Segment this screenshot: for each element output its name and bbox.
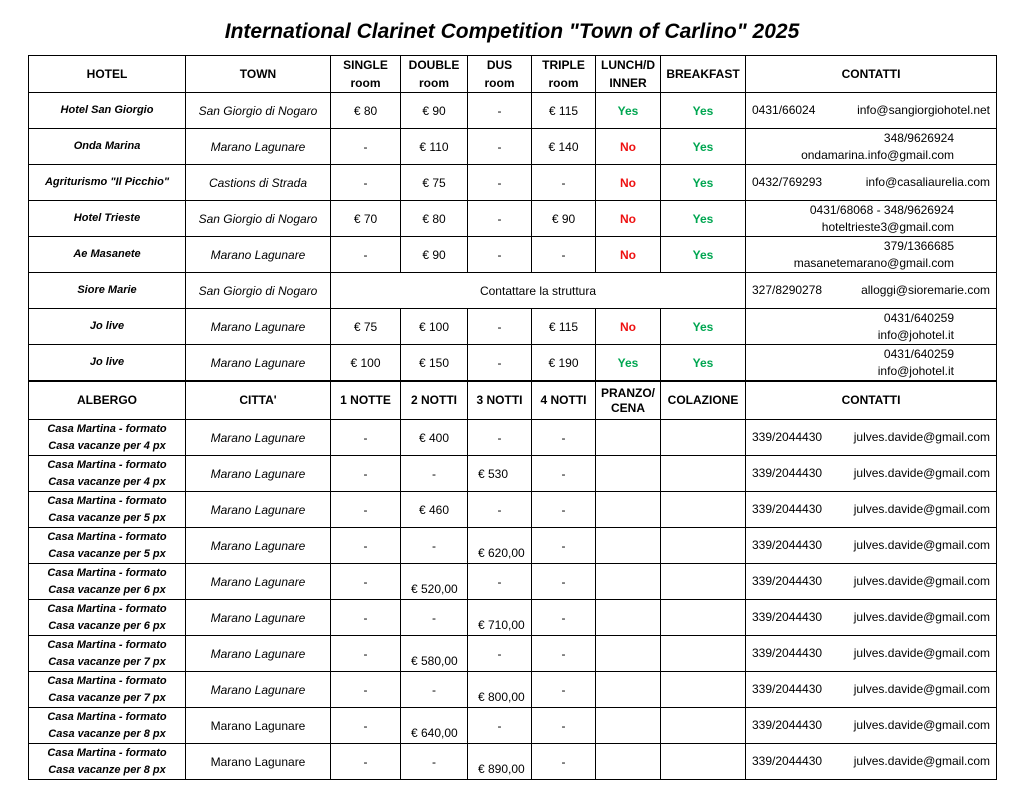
lunch-dinner-flag: No [596, 129, 661, 165]
hotel-name: Hotel San Giorgio [29, 93, 186, 129]
price-n2 [401, 564, 468, 600]
contact-email: julves.davide@gmail.com [853, 646, 990, 660]
hotel-name: Onda Marina [29, 129, 186, 165]
contact-phone: 0432/769293 [752, 175, 823, 189]
price-n1 [331, 420, 401, 456]
price-n3 [468, 708, 532, 744]
pranzo-cena-cell [596, 420, 661, 456]
price-value: - [561, 754, 566, 769]
casa-name-line1: Casa Martina - formato [47, 458, 167, 471]
page-title: International Clarinet Competition "Town of Carlino" 2025 [224, 20, 800, 43]
header-hotel: HOTEL [29, 56, 186, 93]
price-value: - [432, 466, 436, 481]
price-single: € 70 [331, 201, 401, 237]
colazione-cell [661, 672, 746, 708]
contact-email: info@johotel.it [877, 327, 954, 342]
price-value: - [432, 610, 436, 625]
casa-name [29, 420, 186, 456]
price-value: € 800,00 [478, 689, 525, 704]
casa-row [29, 672, 997, 708]
price-triple: - [532, 165, 596, 201]
contact-phone: 339/2044430 [752, 430, 823, 444]
price-dus: - [468, 237, 532, 273]
contact-email: julves.davide@gmail.com [853, 754, 990, 768]
price-n1 [331, 456, 401, 492]
hotel-row [29, 201, 997, 237]
price-single: € 100 [331, 345, 401, 382]
casa-town: Marano Lagunare [186, 492, 331, 528]
header-citta: CITTA' [186, 381, 331, 420]
price-n1 [331, 528, 401, 564]
price-value: - [561, 466, 566, 481]
header-double: DOUBLE room [401, 56, 468, 93]
price-triple: € 115 [532, 309, 596, 345]
price-double: € 150 [401, 345, 468, 382]
casa-town: Marano Lagunare [186, 600, 331, 636]
price-value: € 530 [478, 466, 509, 481]
price-n4 [532, 708, 596, 744]
casa-town: Marano Lagunare [186, 636, 331, 672]
hotel-town: Marano Lagunare [186, 309, 331, 345]
casa-name-line1: Casa Martina - formato [47, 710, 167, 723]
header-breakfast: BREAKFAST [661, 56, 746, 93]
hotel-name: Jo live [29, 309, 186, 345]
colazione-cell [661, 708, 746, 744]
price-value: - [561, 610, 566, 625]
colazione-cell [661, 528, 746, 564]
pranzo-cena-cell [596, 636, 661, 672]
hotel-town: San Giorgio di Nogaro [186, 273, 331, 309]
header-contatti-2: CONTATTI [746, 381, 997, 420]
hotel-row [29, 237, 997, 273]
colazione-cell [661, 600, 746, 636]
header-single: SINGLE room [331, 56, 401, 93]
price-value: - [363, 538, 368, 553]
casa-name [29, 492, 186, 528]
pranzo-cena-cell [596, 600, 661, 636]
price-single: - [331, 129, 401, 165]
hotel-name: Siore Marie [29, 273, 186, 309]
casa-contact [746, 636, 997, 672]
price-value: - [432, 538, 436, 553]
casa-name-line1: Casa Martina - formato [47, 746, 167, 759]
price-double: € 90 [401, 237, 468, 273]
contact-email: ondamarina.info@gmail.com [801, 147, 954, 162]
pranzo-cena-cell [596, 492, 661, 528]
contact-phone: 339/2044430 [752, 574, 823, 588]
casa-contact [746, 600, 997, 636]
price-n2 [401, 420, 468, 456]
price-value: - [432, 682, 436, 697]
pranzo-cena-cell [596, 456, 661, 492]
hotel-header-row [29, 56, 997, 93]
header-lunch-dinner: LUNCH/D INNER [596, 56, 661, 93]
casa-town: Marano Lagunare [186, 708, 331, 744]
lunch-dinner-flag: No [596, 165, 661, 201]
price-value: € 400 [418, 430, 450, 445]
price-n4 [532, 744, 596, 780]
header-pranzo-l2: CENA [610, 400, 645, 415]
price-triple: € 140 [532, 129, 596, 165]
casa-row [29, 744, 997, 780]
price-n4 [532, 600, 596, 636]
hotel-town: San Giorgio di Nogaro [186, 201, 331, 237]
price-value: - [363, 718, 368, 733]
casa-town: Marano Lagunare [186, 456, 331, 492]
casa-row [29, 600, 997, 636]
header-contatti: CONTATTI [746, 56, 997, 93]
price-value: € 580,00 [411, 653, 458, 668]
casa-row [29, 492, 997, 528]
price-n3 [468, 564, 532, 600]
hotel-town: Castions di Strada [186, 165, 331, 201]
breakfast-flag: Yes [661, 309, 746, 345]
contact-email: julves.davide@gmail.com [853, 610, 990, 624]
contact-email: julves.davide@gmail.com [853, 718, 990, 732]
casa-contact [746, 744, 997, 780]
contact-email: julves.davide@gmail.com [853, 538, 990, 552]
casa-name-line2: Casa vacanze per 6 px [48, 619, 166, 632]
header-4-notti: 4 NOTTI [532, 381, 596, 420]
price-n3 [468, 744, 532, 780]
price-n3 [468, 528, 532, 564]
price-n3 [468, 600, 532, 636]
contact-phone: 339/2044430 [752, 502, 823, 516]
hotel-name: Agriturismo "Il Picchio" [29, 165, 186, 201]
price-n1 [331, 564, 401, 600]
price-single: € 80 [331, 93, 401, 129]
contact-phone: 339/2044430 [752, 538, 823, 552]
casa-name-line1: Casa Martina - formato [47, 674, 167, 687]
price-value: - [561, 682, 566, 697]
price-n2 [401, 528, 468, 564]
price-value: € 520,00 [411, 581, 458, 596]
casa-name-line1: Casa Martina - formato [47, 566, 167, 579]
contact-email: info@sangiorgiohotel.net [857, 103, 990, 117]
price-double: € 90 [401, 93, 468, 129]
header-1-notte: 1 NOTTE [331, 381, 401, 420]
header-pranzo-l1: PRANZO/ [601, 385, 655, 400]
price-n4 [532, 636, 596, 672]
hotel-town: Marano Lagunare [186, 237, 331, 273]
price-value: - [561, 718, 566, 733]
pranzo-cena-cell [596, 744, 661, 780]
lunch-dinner-flag: Yes [596, 345, 661, 382]
price-value: € 710,00 [478, 617, 525, 632]
hotel-name: Jo live [29, 345, 186, 382]
breakfast-flag: Yes [661, 237, 746, 273]
hotel-row [29, 273, 997, 309]
price-double: € 100 [401, 309, 468, 345]
price-single: - [331, 165, 401, 201]
casa-name [29, 708, 186, 744]
price-triple: € 190 [532, 345, 596, 382]
accommodation-table [28, 55, 997, 780]
price-n2 [401, 672, 468, 708]
casa-name [29, 636, 186, 672]
casa-contact [746, 672, 997, 708]
casa-name-line2: Casa vacanze per 8 px [48, 727, 166, 740]
price-value: - [363, 610, 368, 625]
price-double: € 110 [401, 129, 468, 165]
contact-email: julves.davide@gmail.com [853, 430, 990, 444]
contact-email: info@johotel.it [877, 363, 954, 378]
price-value: - [363, 466, 368, 481]
casa-name-line2: Casa vacanze per 5 px [48, 511, 166, 524]
contact-phone: 0431/66024 [752, 103, 816, 117]
price-value: - [497, 502, 502, 517]
colazione-cell [661, 420, 746, 456]
contact-phone: 327/8290278 [752, 283, 823, 297]
price-value: - [363, 646, 368, 661]
casa-name-line1: Casa Martina - formato [47, 530, 167, 543]
contact-email: info@casaliaurelia.com [865, 175, 990, 189]
price-value: € 890,00 [478, 761, 525, 776]
price-value: - [363, 430, 368, 445]
price-n1 [331, 492, 401, 528]
hotel-contact [746, 237, 997, 273]
price-value: - [363, 682, 368, 697]
hotel-contact [746, 345, 997, 382]
breakfast-flag: Yes [661, 165, 746, 201]
hotel-contact [746, 93, 997, 129]
casa-name-line2: Casa vacanze per 5 px [48, 547, 166, 560]
colazione-cell [661, 744, 746, 780]
breakfast-flag: Yes [661, 201, 746, 237]
casa-name-line2: Casa vacanze per 6 px [48, 583, 166, 596]
contact-phone: 0431/68068 - 348/9626924 [809, 202, 954, 217]
price-triple: - [532, 237, 596, 273]
price-n1 [331, 708, 401, 744]
casa-name-line2: Casa vacanze per 7 px [48, 655, 166, 668]
hotel-town: Marano Lagunare [186, 129, 331, 165]
casa-town: Marano Lagunare [186, 528, 331, 564]
casa-contact [746, 492, 997, 528]
casa-row [29, 456, 997, 492]
price-triple: € 115 [532, 93, 596, 129]
price-n4 [532, 528, 596, 564]
casa-row [29, 420, 997, 456]
casa-name-line1: Casa Martina - formato [47, 638, 167, 651]
colazione-cell [661, 456, 746, 492]
contact-email: alloggi@sioremarie.com [861, 283, 990, 297]
price-dus: - [468, 201, 532, 237]
price-n2 [401, 492, 468, 528]
price-n2 [401, 456, 468, 492]
hotel-row [29, 345, 997, 382]
price-value: € 460 [418, 502, 450, 517]
hotel-contact [746, 201, 997, 237]
price-dus: - [468, 129, 532, 165]
header-albergo: ALBERGO [29, 381, 186, 420]
price-value: - [363, 502, 368, 517]
price-n2 [401, 708, 468, 744]
contact-phone: 379/1366685 [883, 238, 954, 253]
casa-name-line2: Casa vacanze per 4 px [48, 475, 166, 488]
pranzo-cena-cell [596, 672, 661, 708]
casa-name-line1: Casa Martina - formato [47, 602, 167, 615]
casa-contact [746, 564, 997, 600]
lunch-dinner-flag: No [596, 201, 661, 237]
price-value: - [561, 502, 566, 517]
contact-email: hoteltrieste3@gmail.com [821, 219, 954, 234]
price-n4 [532, 672, 596, 708]
casa-name [29, 672, 186, 708]
price-value: - [561, 646, 566, 661]
breakfast-flag: Yes [661, 345, 746, 382]
price-n1 [331, 744, 401, 780]
hotel-row [29, 309, 997, 345]
contact-email: julves.davide@gmail.com [853, 682, 990, 696]
pranzo-cena-cell [596, 528, 661, 564]
header-2-notti: 2 NOTTI [401, 381, 468, 420]
contact-email: julves.davide@gmail.com [853, 574, 990, 588]
price-n3 [468, 420, 532, 456]
casa-header-row [29, 381, 997, 420]
contact-phone: 339/2044430 [752, 466, 823, 480]
casa-name-line1: Casa Martina - formato [47, 422, 167, 435]
hotel-row [29, 93, 997, 129]
price-value: € 620,00 [478, 545, 525, 560]
header-dus: DUS room [468, 56, 532, 93]
price-value: - [561, 538, 566, 553]
price-single: € 75 [331, 309, 401, 345]
casa-town: Marano Lagunare [186, 420, 331, 456]
price-value: - [363, 754, 368, 769]
price-value: - [363, 574, 368, 589]
price-n2 [401, 744, 468, 780]
price-single: - [331, 237, 401, 273]
price-double: € 80 [401, 201, 468, 237]
colazione-cell [661, 564, 746, 600]
contact-phone: 339/2044430 [752, 682, 823, 696]
hotel-name: Ae Masanete [29, 237, 186, 273]
colazione-cell [661, 492, 746, 528]
casa-name [29, 564, 186, 600]
price-value: - [497, 574, 502, 589]
price-value: - [561, 574, 566, 589]
header-town: TOWN [186, 56, 331, 93]
hotel-contact [746, 129, 997, 165]
hotel-town: San Giorgio di Nogaro [186, 93, 331, 129]
hotel-row [29, 129, 997, 165]
price-value: - [497, 646, 502, 661]
contact-phone: 0431/640259 [883, 310, 954, 325]
hotel-name: Hotel Trieste [29, 201, 186, 237]
price-value: - [497, 718, 502, 733]
breakfast-flag: Yes [661, 93, 746, 129]
contact-phone: 0431/640259 [883, 346, 954, 361]
price-n3 [468, 636, 532, 672]
price-n4 [532, 492, 596, 528]
price-n3 [468, 492, 532, 528]
casa-name-line2: Casa vacanze per 7 px [48, 691, 166, 704]
casa-row [29, 636, 997, 672]
price-dus: - [468, 345, 532, 382]
contact-phone: 339/2044430 [752, 754, 823, 768]
casa-town: Marano Lagunare [186, 564, 331, 600]
contact-email: julves.davide@gmail.com [853, 502, 990, 516]
header-pranzo-cena [596, 381, 661, 420]
casa-name-line2: Casa vacanze per 8 px [48, 763, 166, 776]
hotel-town: Marano Lagunare [186, 345, 331, 382]
price-n2 [401, 636, 468, 672]
price-n1 [331, 600, 401, 636]
hotel-contact [746, 273, 997, 309]
casa-contact [746, 420, 997, 456]
price-value: - [432, 754, 436, 769]
pranzo-cena-cell [596, 708, 661, 744]
lunch-dinner-flag: No [596, 309, 661, 345]
casa-town: Marano Lagunare [186, 672, 331, 708]
casa-contact [746, 528, 997, 564]
pranzo-cena-cell [596, 564, 661, 600]
casa-name [29, 600, 186, 636]
casa-name [29, 744, 186, 780]
casa-name [29, 456, 186, 492]
price-n1 [331, 636, 401, 672]
contact-phone: 339/2044430 [752, 646, 823, 660]
price-dus: - [468, 165, 532, 201]
price-double: € 75 [401, 165, 468, 201]
contact-email: masanetemarano@gmail.com [793, 255, 954, 270]
lunch-dinner-flag: No [596, 237, 661, 273]
header-colazione: COLAZIONE [661, 381, 746, 420]
hotel-contact [746, 165, 997, 201]
casa-contact [746, 456, 997, 492]
price-n3 [468, 456, 532, 492]
price-value: - [561, 430, 566, 445]
price-n1 [331, 672, 401, 708]
breakfast-flag: Yes [661, 129, 746, 165]
price-n4 [532, 564, 596, 600]
casa-contact [746, 708, 997, 744]
contact-email: julves.davide@gmail.com [853, 466, 990, 480]
casa-row [29, 564, 997, 600]
price-n3 [468, 672, 532, 708]
header-3-notti: 3 NOTTI [468, 381, 532, 420]
contact-phone: 339/2044430 [752, 610, 823, 624]
price-dus: - [468, 93, 532, 129]
casa-town: Marano Lagunare [186, 744, 331, 780]
casa-name [29, 528, 186, 564]
price-triple: € 90 [532, 201, 596, 237]
hotel-row [29, 165, 997, 201]
contact-phone: 348/9626924 [883, 130, 954, 145]
price-value: € 640,00 [411, 725, 458, 740]
price-value: - [497, 430, 502, 445]
colazione-cell [661, 636, 746, 672]
price-n4 [532, 420, 596, 456]
casa-name-line1: Casa Martina - formato [47, 494, 167, 507]
price-n2 [401, 600, 468, 636]
casa-row [29, 528, 997, 564]
contact-note: Contattare la struttura [331, 273, 746, 309]
casa-row [29, 708, 997, 744]
lunch-dinner-flag: Yes [596, 93, 661, 129]
price-dus: - [468, 309, 532, 345]
contact-phone: 339/2044430 [752, 718, 823, 732]
header-triple: TRIPLE room [532, 56, 596, 93]
price-n4 [532, 456, 596, 492]
hotel-contact [746, 309, 997, 345]
casa-name-line2: Casa vacanze per 4 px [48, 439, 166, 452]
